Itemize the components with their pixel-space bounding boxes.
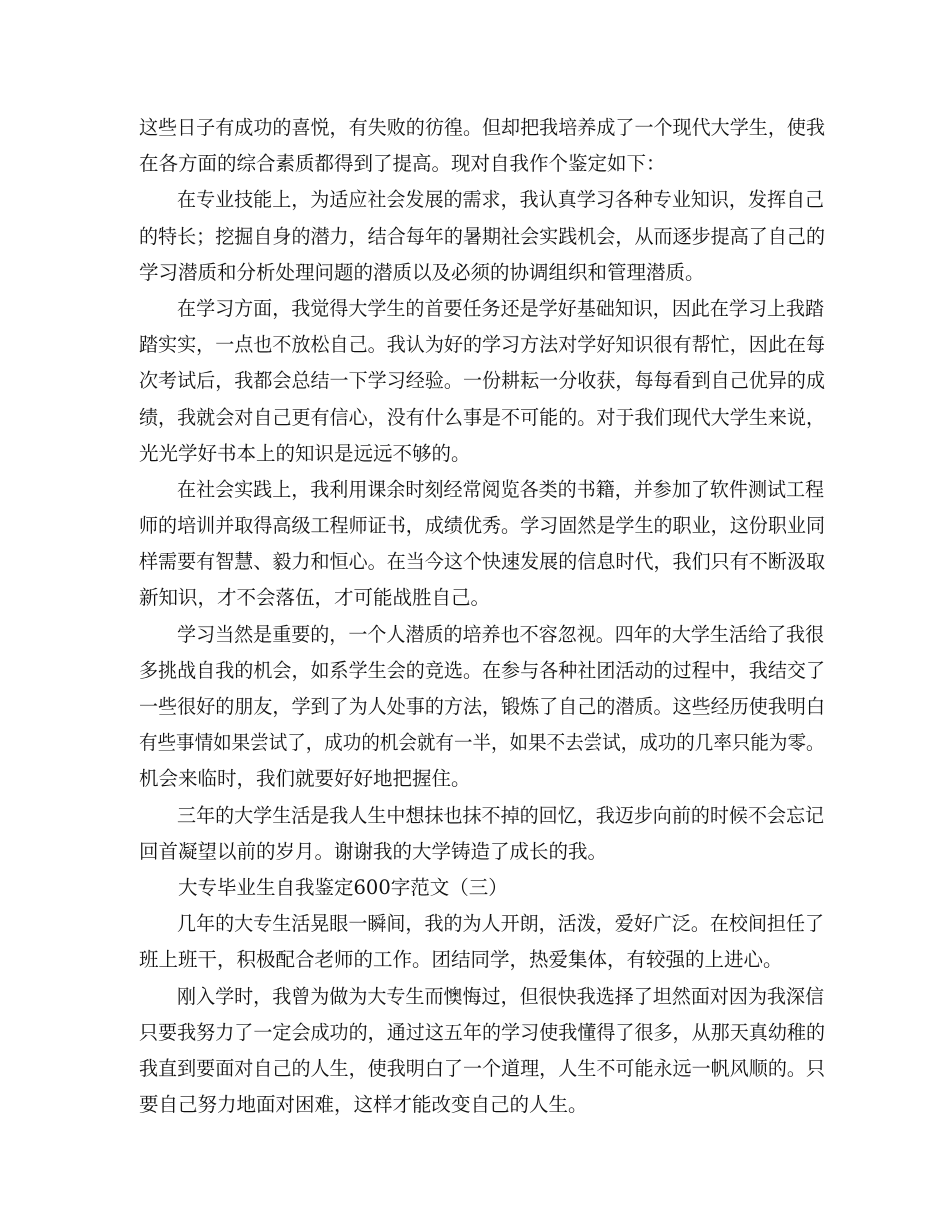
text-line: 只要我努力了一定会成功的，通过这五年的学习使我懂得了很多，从那天真幼稚的 <box>139 1020 826 1044</box>
paragraph-start-line: 学习当然是重要的，一个人潜质的培养也不容忽视。四年的大学生活给了我很 <box>177 622 825 646</box>
text-line: 在各方面的综合素质都得到了提高。现对自我作个鉴定如下： <box>139 152 666 176</box>
text-line: 回首凝望以前的岁月。谢谢我的大学铸造了成长的我。 <box>139 839 608 863</box>
paragraph-start-line: 在学习方面，我觉得大学生的首要任务还是学好基础知识，因此在学习上我踏 <box>177 296 825 320</box>
text-line: 踏实实，一点也不放松自己。我认为好的学习方法对学好知识很有帮忙，因此在每 <box>139 333 826 357</box>
paragraph-start-line: 刚入学时，我曾为做为大专生而懊悔过，但很快我选择了坦然面对因为我深信 <box>177 984 825 1008</box>
text-line: 次考试后，我都会总结一下学习经验。一份耕耘一分收获，每每看到自己优异的成 <box>139 369 826 393</box>
text-line: 有些事情如果尝试了，成功的机会就有一半，如果不去尝试，成功的几率只能为零。 <box>139 731 825 755</box>
text-line: 要自己努力地面对困难，这样才能改变自己的人生。 <box>139 1093 588 1117</box>
section-heading: 大专毕业生自我鉴定600字范文（三） <box>178 875 508 899</box>
text-line: 学习潜质和分析处理问题的潜质以及必须的协调组织和管理潜质。 <box>139 260 705 284</box>
paragraph-start-line: 三年的大学生活是我人生中想抹也抹不掉的回忆，我迈步向前的时候不会忘记 <box>177 803 825 827</box>
paragraph-start-line: 几年的大专生活晃眼一瞬间，我的为人开朗，活泼，爱好广泛。在校间担任了 <box>177 912 825 936</box>
text-line: 这些日子有成功的喜悦，有失败的彷徨。但却把我培养成了一个现代大学生，使我 <box>139 116 826 139</box>
text-line: 绩，我就会对自己更有信心，没有什么事是不可能的。对于我们现代大学生来说， <box>139 405 826 429</box>
text-line: 样需要有智慧、毅力和恒心。在当今这个快速发展的信息时代，我们只有不断汲取 <box>139 550 826 574</box>
paragraph-start-line: 在社会实践上，我利用课余时刻经常阅览各类的书籍，并参加了软件测试工程 <box>177 477 825 501</box>
text-line: 的特长；挖掘自身的潜力，结合每年的暑期社会实践机会，从而逐步提高了自己的 <box>139 224 826 248</box>
text-line: 多挑战自我的机会，如系学生会的竞选。在参与各种社团活动的过程中，我结交了 <box>139 658 826 682</box>
text-line: 师的培训并取得高级工程师证书，成绩优秀。学习固然是学生的职业，这份职业同 <box>139 514 826 538</box>
document-body <box>139 110 825 1123</box>
paragraph-start-line: 在专业技能上，为适应社会发展的需求，我认真学习各种专业知识，发挥自己 <box>177 188 825 212</box>
text-line: 新知识，才不会落伍，才可能战胜自己。 <box>139 586 491 610</box>
text-line: 我直到要面对自己的人生，使我明白了一个道理，人生不可能永远一帆风顺的。只 <box>139 1056 826 1080</box>
text-line: 班上班干，积极配合老师的工作。团结同学，热爱集体，有较强的上进心。 <box>139 948 783 972</box>
text-line: 一些很好的朋友，学到了为人处事的方法，锻炼了自己的潜质。这些经历使我明白 <box>139 695 826 718</box>
text-line: 光光学好书本上的知识是远远不够的。 <box>139 441 471 465</box>
text-line: 机会来临时，我们就要好好地把握住。 <box>139 767 471 791</box>
